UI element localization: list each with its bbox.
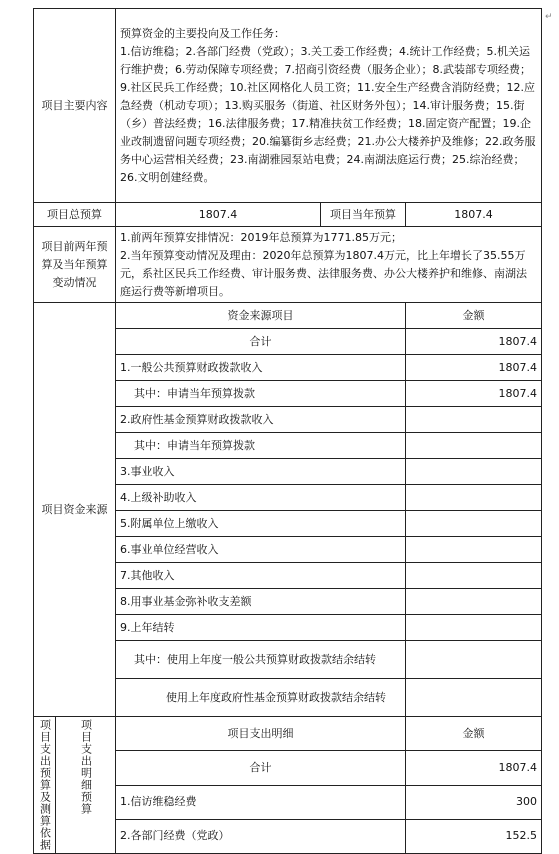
source-amount	[406, 537, 542, 563]
source-amount	[406, 589, 542, 615]
source-amount	[406, 511, 542, 537]
source-amount: 1807.4	[406, 355, 542, 381]
content-intro: 预算资金的主要投向及工作任务：	[120, 26, 285, 40]
source-item: 8.用事业基金弥补收支差额	[116, 589, 406, 615]
change-row	[34, 227, 542, 303]
source-item: 合计	[116, 329, 406, 355]
source-item: 7.其他收入	[116, 563, 406, 589]
source-amount	[406, 485, 542, 511]
source-item: 其中：使用上年度一般公共预算财政拨款结余结转	[116, 641, 406, 679]
content-row	[34, 9, 542, 203]
source-amount	[406, 433, 542, 459]
source-item: 3.事业收入	[116, 459, 406, 485]
source-amount	[406, 679, 542, 717]
change-line-2: 2.当年预算变动情况及理由：2020年总预算为1807.4万元，比上年增长了35.55万元，系社区民兵工作经费、审计服务费、法律服务费、办公大楼养护和维修、南湖法庭运行费等新增项目。	[120, 248, 527, 298]
content-text	[116, 9, 542, 203]
content-list: 1.信访维稳；2.各部门经费（党政）；3.关工委工作经费；4.统计工作经费；5.机关运行维护费；6.劳动保障专项经费；7.招商引资经费（服务企业）；8.武装部专项经费；9.社区民兵工作经费；10.社区网格化人员工资；11.安全生产经费含消防经费；12.应急经费（机动专项）；13.购买服务（街道、社区财务外包）；14.审计服务费；15.街（乡）普法经费；16.法律服务费；17.精准扶贫工作经费；18.固定资产配置；19.企业改制遗留问题专项经费；20.编纂街乡志经费；21.办公大楼养护及维修；22.政务服务中心运营相关经费；23.南湖雅园泵站电费；24.南湖法庭运行费；25.综治经费；26.文明创建经费。	[120, 44, 536, 184]
source-item: 4.上级补助收入	[116, 485, 406, 511]
expense-amount: 152.5	[406, 819, 542, 853]
source-label: 项目资金来源	[34, 303, 116, 717]
year-budget-value: 1807.4	[406, 203, 542, 227]
expense-item: 1.信访维稳经费	[116, 785, 406, 819]
change-line-1: 1.前两年预算安排情况：2019年总预算为1771.85万元；	[120, 230, 402, 244]
margin-mark: ↵	[545, 12, 553, 22]
expense-item: 合计	[116, 751, 406, 785]
source-item: 6.事业单位经营收入	[116, 537, 406, 563]
source-item: 9.上年结转	[116, 615, 406, 641]
source-amount: 1807.4	[406, 381, 542, 407]
total-budget-row	[34, 203, 542, 227]
expense-header-row	[34, 717, 542, 751]
expense-amount: 300	[406, 785, 542, 819]
total-budget-label: 项目总预算	[34, 203, 116, 227]
source-header-item: 资金来源项目	[116, 303, 406, 329]
total-budget-value: 1807.4	[116, 203, 321, 227]
source-item: 其中：申请当年预算拨款	[116, 433, 406, 459]
expense-item: 2.各部门经费（党政）	[116, 819, 406, 853]
source-amount	[406, 407, 542, 433]
source-item: 1.一般公共预算财政拨款收入	[116, 355, 406, 381]
source-amount	[406, 459, 542, 485]
expense-inner-label: 项目支出明细预算	[56, 717, 116, 854]
expense-header-amount: 金额	[406, 717, 542, 751]
source-header-amount: 金额	[406, 303, 542, 329]
change-text	[116, 227, 542, 303]
budget-table	[33, 8, 542, 854]
expense-outer-label: 项目支出预算及测算依据	[34, 717, 56, 854]
year-budget-label: 项目当年预算	[321, 203, 406, 227]
source-item: 5.附属单位上缴收入	[116, 511, 406, 537]
expense-amount: 1807.4	[406, 751, 542, 785]
source-header-row	[34, 303, 542, 329]
change-label: 项目前两年预算及当年预算变动情况	[34, 227, 116, 303]
expense-header-item: 项目支出明细	[116, 717, 406, 751]
content-label: 项目主要内容	[34, 9, 116, 203]
source-item: 其中：申请当年预算拨款	[116, 381, 406, 407]
source-amount: 1807.4	[406, 329, 542, 355]
source-amount	[406, 641, 542, 679]
source-amount	[406, 563, 542, 589]
source-item: 使用上年度政府性基金预算财政拨款结余结转	[116, 679, 406, 717]
source-item: 2.政府性基金预算财政拨款收入	[116, 407, 406, 433]
source-amount	[406, 615, 542, 641]
